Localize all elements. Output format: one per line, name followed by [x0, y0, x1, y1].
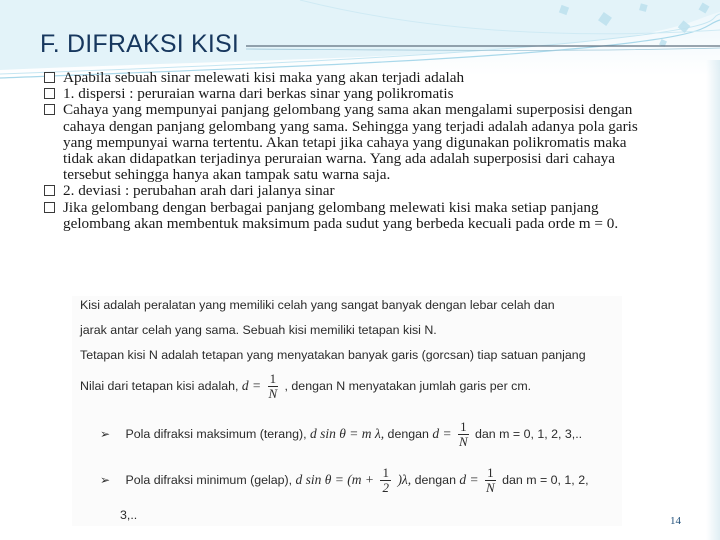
formula-maximum: d sin θ = m λ, [310, 425, 385, 441]
fraction-denominator: 2 [382, 480, 389, 495]
bullet-text: Cahaya yang mempunyai panjang gelombang yang sama akan mengalami superposisi dengan cahaya dengan panjang gelombang yang sama. Sehingga yang terjadi adalah adanya pola garis yang mempunyai warna tertentu. Akan tetapi jika cahaya yang digunakan polikromatis maka tidak akan didapatkan terjadinya peruraian warna. Yang ada adalah superposisi dari cahaya tersebut sehingga hanya akan tampak satu warna saja. [63, 101, 638, 184]
bullet-text: Jika gelombang dengan berbagai panjang gelombang melewati kisi maka setiap panjang gelombang akan membentuk maksimum pada sudut yang berbeda kecuali pada orde m = 0. [63, 198, 619, 232]
bullet-box-icon [44, 88, 55, 99]
bullet-box-icon [44, 72, 55, 83]
slide-title: F. DIFRAKSI KISI [40, 30, 240, 58]
minimum-pattern-line [100, 466, 589, 495]
fraction [458, 420, 469, 449]
arrow-bullet-icon: ➢ [100, 426, 111, 441]
bullet-item [44, 86, 654, 102]
bullet-box-icon [44, 185, 55, 196]
inset-image [72, 296, 622, 526]
inset-text: dan m = 0, 1, 2, [502, 472, 589, 487]
formula-minimum: d sin θ = (m + [295, 471, 375, 487]
bullet-text: 1. dispersi : peruraian warna dari berkas sinar yang polikromatis [63, 85, 454, 103]
formula-d: d = [459, 471, 479, 487]
fraction-denominator: N [486, 480, 495, 495]
inset-text: Pola difraksi maksimum (terang), [125, 426, 307, 441]
fraction [268, 372, 279, 401]
fraction-denominator: N [268, 386, 278, 401]
inset-line: 3,.. [120, 508, 138, 522]
fraction-denominator: N [458, 434, 468, 449]
bullet-text: 2. deviasi : perubahan arah dari jalanya sinar [63, 182, 335, 200]
inset-line: Tetapan kisi N adalah tetapan yang menyatakan banyak garis (gorcsan) tiap satuan panjang [80, 348, 586, 362]
bullet-list [44, 70, 654, 232]
fraction-numerator: 1 [382, 465, 389, 480]
arrow-bullet-icon: ➢ [100, 472, 111, 487]
fraction-numerator: 1 [269, 371, 277, 386]
bullet-item [44, 70, 654, 86]
bullet-item [44, 200, 654, 232]
title-underline [246, 44, 720, 54]
page-number: 14 [670, 515, 681, 527]
formula-d: d = [432, 425, 452, 441]
bullet-item [44, 102, 654, 183]
inset-text: Nilai dari tetapan kisi adalah, [80, 378, 239, 393]
inset-formula-line [80, 372, 531, 401]
formula-d: d = [241, 377, 262, 393]
right-edge-decoration [706, 60, 720, 540]
fraction-numerator: 1 [487, 465, 494, 480]
inset-text: dengan [387, 426, 429, 441]
formula-minimum-end: )λ, [397, 471, 412, 487]
inset-text: dengan [414, 472, 456, 487]
inset-line: Kisi adalah peralatan yang memiliki celah yang sangat banyak dengan lebar celah dan [80, 298, 555, 312]
maximum-pattern-line [100, 420, 582, 449]
fraction [485, 466, 496, 495]
bullet-box-icon [44, 202, 55, 213]
inset-text: Pola difraksi minimum (gelap), [125, 472, 293, 487]
bullet-box-icon [44, 104, 55, 115]
bullet-text: Apabila sebuah sinar melewati kisi maka yang akan terjadi adalah [63, 69, 465, 86]
inset-text: , dengan N menyatakan jumlah garis per cm. [284, 378, 532, 393]
bullet-item [44, 183, 654, 199]
fraction-numerator: 1 [460, 419, 467, 434]
inset-text: dan m = 0, 1, 2, 3,.. [475, 426, 583, 441]
inset-line: jarak antar celah yang sama. Sebuah kisi memiliki tetapan kisi N. [80, 323, 437, 337]
fraction-half [380, 466, 391, 495]
